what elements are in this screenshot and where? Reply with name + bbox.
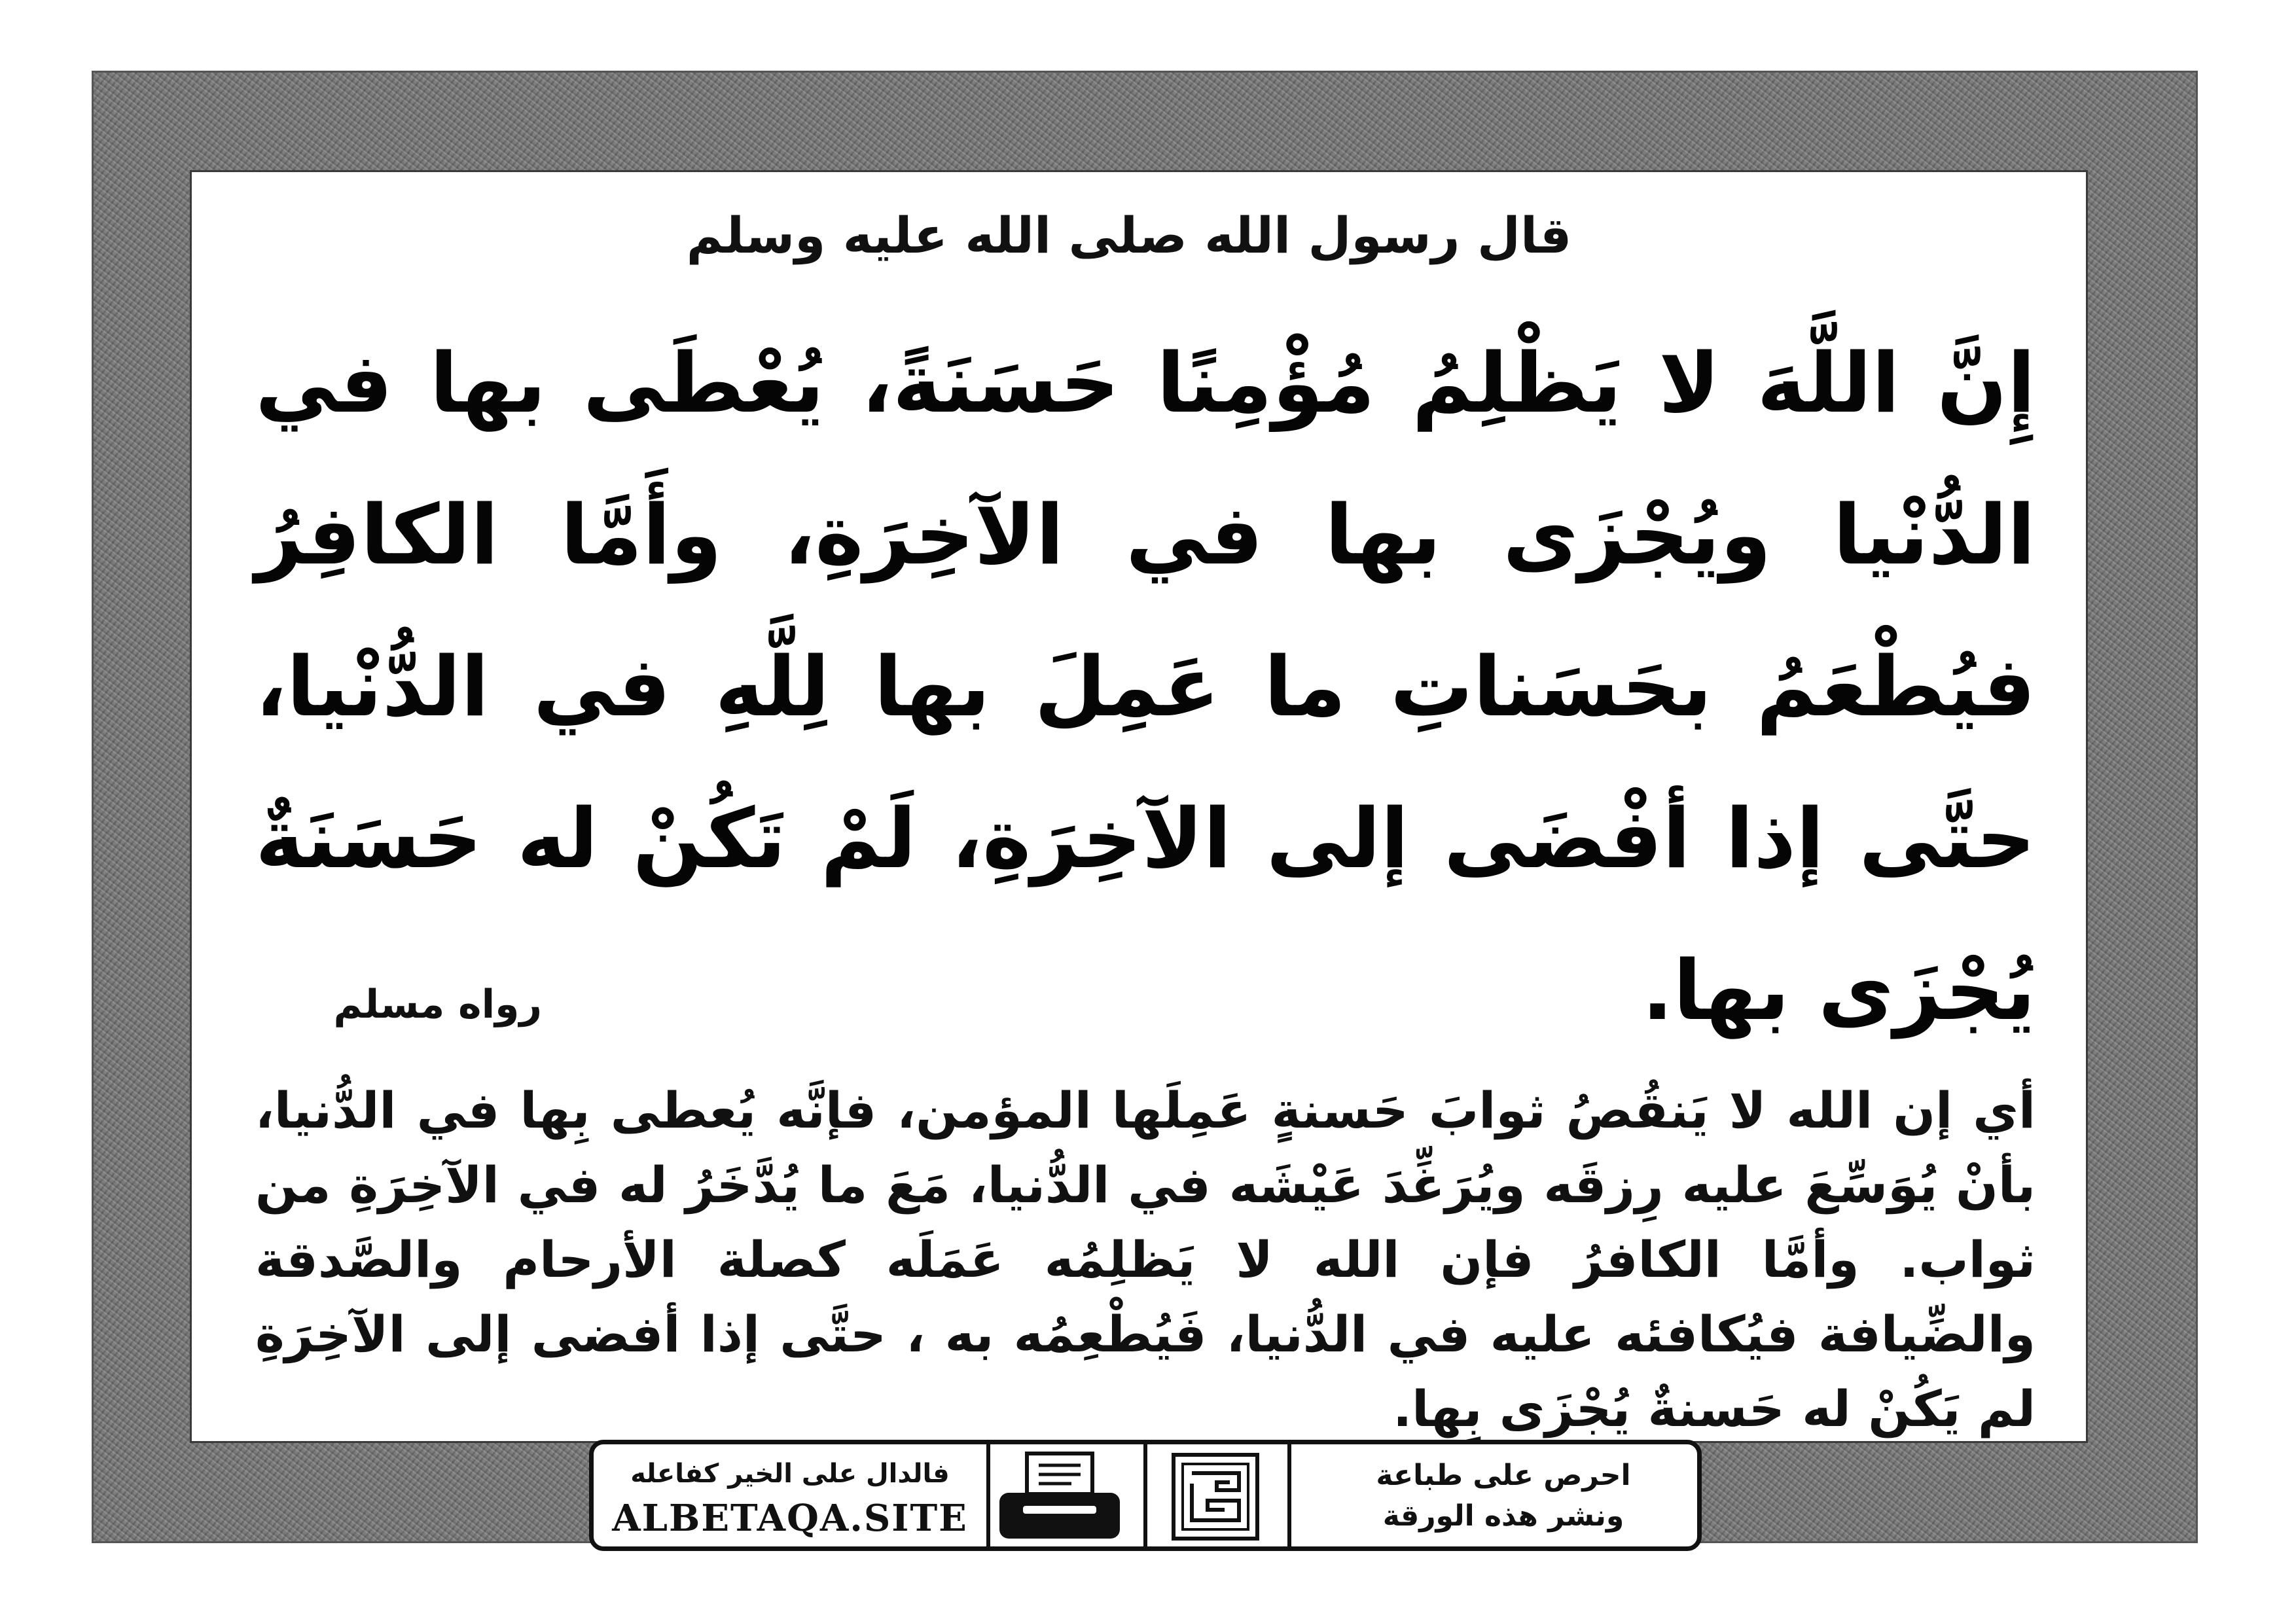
footer-banner [589, 1440, 1702, 1551]
hadith-explanation: أي إن الله لا يَنقُصُ ثوابَ حَسنةٍ عَمِلَها المؤمن، فإنَّه يُعطى بِها في الدُّنيا، بأنْ يُوَسِّعَ عليه رِزقَه ويُرَغِّدَ عَيْشَه في الدُّنيا، مَعَ ما يُدَّخَرُ له في الآخِرَةِ من ثواب. وأمَّا الكافرُ فإن الله لا يَظلِمُه عَمَلَه كصلة الأرحام والصَّدقة والضِّيافة فيُكافئه عليه في الدُّنيا، فَيُطْعِمُه به ، حتَّى إذا أفضى إلى الآخِرَةِ لم يَكُنْ له حَسنةٌ يُجْزَى بِها. [255, 1081, 2036, 1438]
hadith-text: إِنَّ اللَّهَ لا يَظْلِمُ مُؤْمِنًا حَسَنَةً، يُعْطَى بها في الدُّنْيا ويُجْزَى بها في الآخِرَةِ، وأَمَّا الكافِرُ فيُطْعَمُ بحَسَناتِ ما عَمِلَ بها لِلَّهِ في الدُّنْيا، حتَّى إذا أفْضَى إلى الآخِرَةِ، لَمْ تَكُنْ له حَسَنَةٌ يُجْزَى بها. [255, 335, 2036, 1039]
footer-divider [1143, 1444, 1147, 1546]
print-note-line2: ونشر هذه الورقة [1382, 1499, 1624, 1533]
site-url[interactable]: ALBETAQA.SITE [612, 1497, 968, 1540]
footer-divider [986, 1444, 990, 1546]
site-info [594, 1444, 986, 1546]
print-note-line1: احرص على طباعة [1376, 1459, 1631, 1492]
footer-divider [1287, 1444, 1291, 1546]
printer-icon [994, 1450, 1125, 1541]
hadith-source: رواه مسلم [333, 982, 542, 1027]
site-slogan: فالدال على الخير كفاعله [630, 1459, 950, 1489]
print-note [1314, 1444, 1693, 1546]
hadith-heading: قال رسول الله صلى الله عليه وسلم [686, 206, 1572, 264]
dawah-paper-logo-icon [1170, 1451, 1261, 1543]
